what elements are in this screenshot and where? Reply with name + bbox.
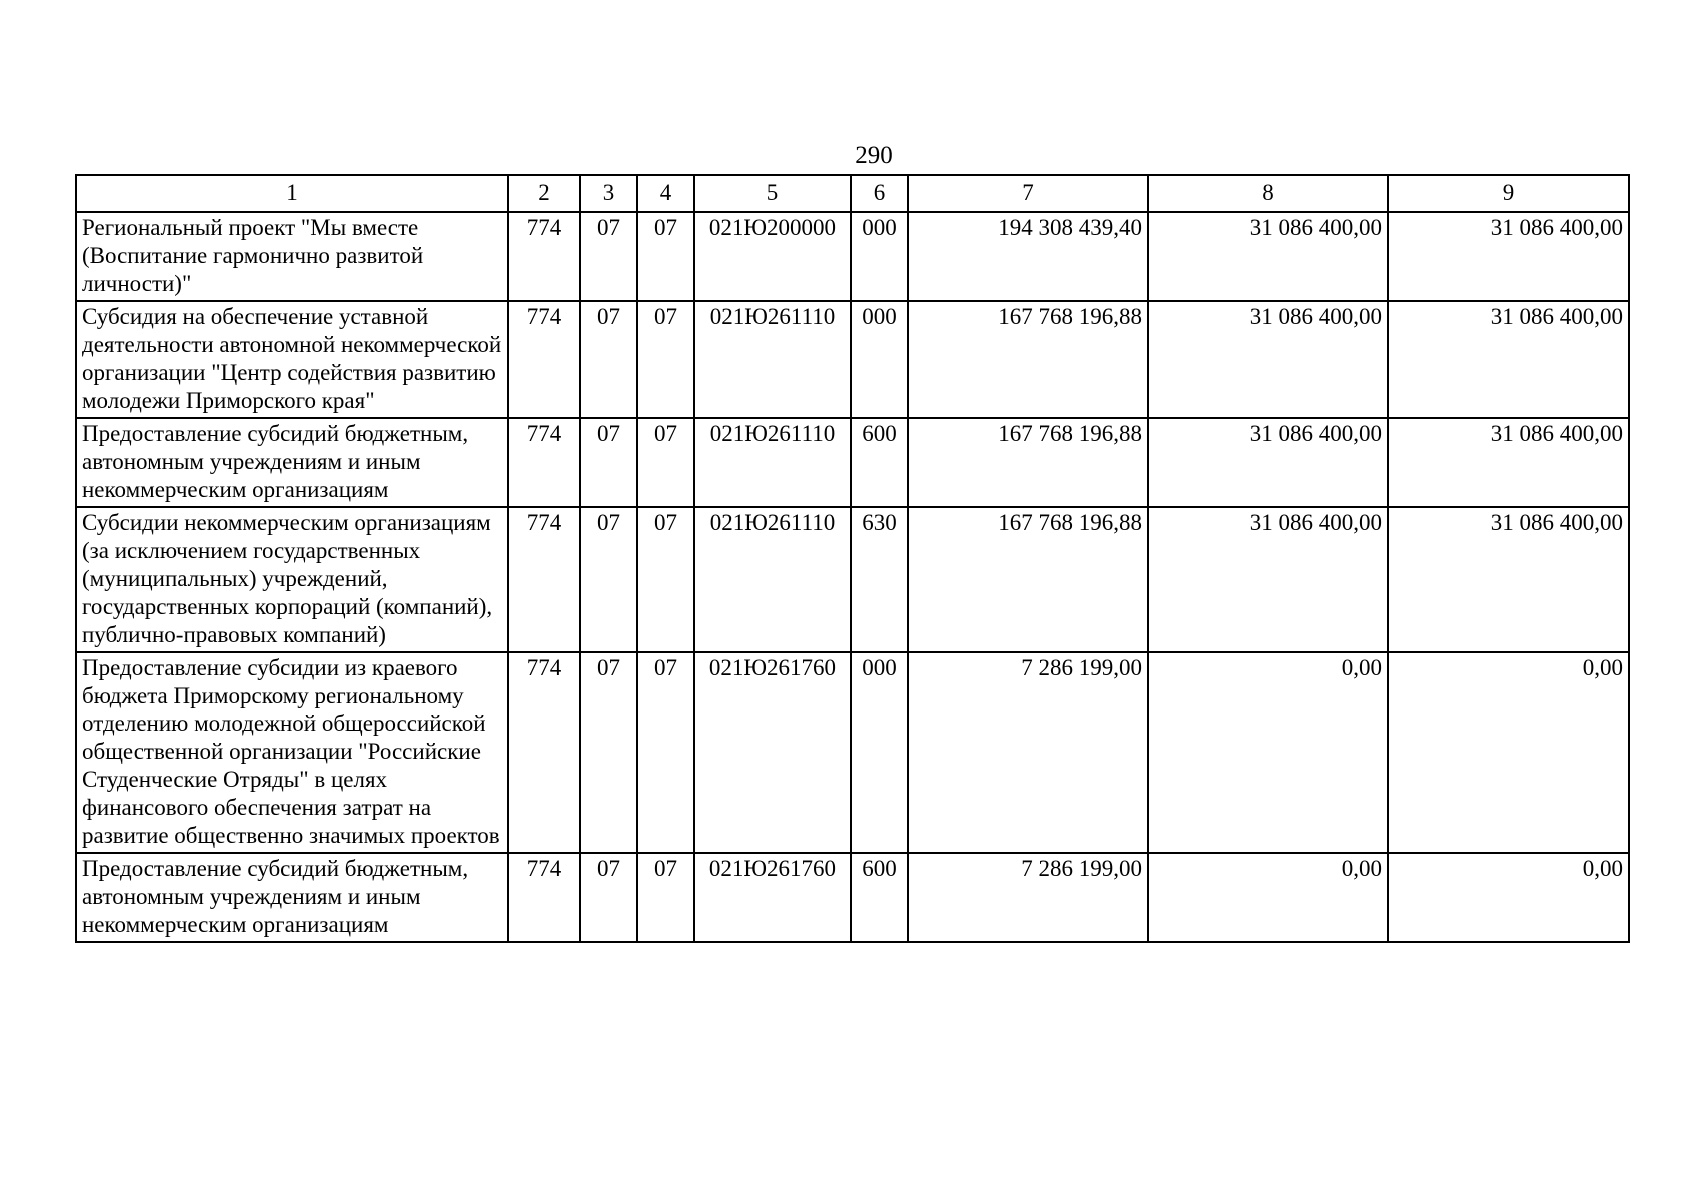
row-ministry-code: 774 [508, 652, 580, 853]
row-subsection-code: 07 [637, 507, 694, 652]
row-target-code: 021Ю261760 [694, 652, 851, 853]
row-subsection-code: 07 [637, 652, 694, 853]
column-header-2: 2 [508, 175, 580, 212]
row-amount-col8: 31 086 400,00 [1148, 418, 1388, 507]
column-header-3: 3 [580, 175, 637, 212]
row-expense-type-code: 600 [851, 853, 908, 942]
table-row [76, 301, 1629, 418]
table-row [76, 652, 1629, 853]
row-expense-type-code: 630 [851, 507, 908, 652]
row-amount-col8: 0,00 [1148, 652, 1388, 853]
row-name: Субсидии некоммерческим организациям (за исключением государственных (муниципальных) учреждений, государственных корпораций (компаний), публично-правовых компаний) [76, 507, 508, 652]
column-header-9: 9 [1388, 175, 1629, 212]
row-ministry-code: 774 [508, 418, 580, 507]
row-section-code: 07 [580, 212, 637, 301]
row-target-code: 021Ю261760 [694, 853, 851, 942]
table-row [76, 212, 1629, 301]
row-amount-col9: 0,00 [1388, 853, 1629, 942]
row-subsection-code: 07 [637, 301, 694, 418]
row-ministry-code: 774 [508, 301, 580, 418]
header-row [76, 175, 1629, 212]
row-subsection-code: 07 [637, 418, 694, 507]
row-target-code: 021Ю200000 [694, 212, 851, 301]
row-ministry-code: 774 [508, 853, 580, 942]
row-target-code: 021Ю261110 [694, 301, 851, 418]
column-header-7: 7 [908, 175, 1148, 212]
row-amount-col9: 31 086 400,00 [1388, 301, 1629, 418]
table-row [76, 507, 1629, 652]
row-expense-type-code: 000 [851, 652, 908, 853]
row-amount-col8: 31 086 400,00 [1148, 212, 1388, 301]
row-section-code: 07 [580, 507, 637, 652]
row-amount-col9: 31 086 400,00 [1388, 212, 1629, 301]
row-amount-col7: 194 308 439,40 [908, 212, 1148, 301]
row-amount-col9: 0,00 [1388, 652, 1629, 853]
row-amount-col9: 31 086 400,00 [1388, 507, 1629, 652]
row-name: Предоставление субсидий бюджетным, автономным учреждениям и иным некоммерческим организациям [76, 853, 508, 942]
row-amount-col7: 167 768 196,88 [908, 507, 1148, 652]
row-amount-col7: 7 286 199,00 [908, 853, 1148, 942]
table-row [76, 418, 1629, 507]
row-name: Предоставление субсидии из краевого бюджета Приморскому региональному отделению молодежной общероссийской общественной организации "Российские Студенческие Отряды" в целях финансового обеспечения затрат на развитие общественно значимых проектов [76, 652, 508, 853]
row-section-code: 07 [580, 652, 637, 853]
row-amount-col7: 167 768 196,88 [908, 301, 1148, 418]
row-expense-type-code: 000 [851, 212, 908, 301]
row-amount-col9: 31 086 400,00 [1388, 418, 1629, 507]
column-header-8: 8 [1148, 175, 1388, 212]
column-header-6: 6 [851, 175, 908, 212]
row-amount-col7: 167 768 196,88 [908, 418, 1148, 507]
column-header-4: 4 [637, 175, 694, 212]
row-subsection-code: 07 [637, 853, 694, 942]
row-amount-col7: 7 286 199,00 [908, 652, 1148, 853]
row-section-code: 07 [580, 301, 637, 418]
table-row [76, 853, 1629, 942]
row-name: Предоставление субсидий бюджетным, автономным учреждениям и иным некоммерческим организациям [76, 418, 508, 507]
page-number: 290 [855, 142, 893, 169]
budget-table [75, 174, 1630, 943]
row-amount-col8: 0,00 [1148, 853, 1388, 942]
row-target-code: 021Ю261110 [694, 418, 851, 507]
row-expense-type-code: 600 [851, 418, 908, 507]
row-expense-type-code: 000 [851, 301, 908, 418]
column-header-5: 5 [694, 175, 851, 212]
row-section-code: 07 [580, 418, 637, 507]
row-section-code: 07 [580, 853, 637, 942]
row-name: Субсидия на обеспечение уставной деятельности автономной некоммерческой организации "Центр содействия развитию молодежи Приморского края" [76, 301, 508, 418]
column-header-1: 1 [76, 175, 508, 212]
row-amount-col8: 31 086 400,00 [1148, 507, 1388, 652]
row-name: Региональный проект "Мы вместе (Воспитание гармонично развитой личности)" [76, 212, 508, 301]
row-target-code: 021Ю261110 [694, 507, 851, 652]
row-subsection-code: 07 [637, 212, 694, 301]
row-ministry-code: 774 [508, 212, 580, 301]
row-ministry-code: 774 [508, 507, 580, 652]
row-amount-col8: 31 086 400,00 [1148, 301, 1388, 418]
